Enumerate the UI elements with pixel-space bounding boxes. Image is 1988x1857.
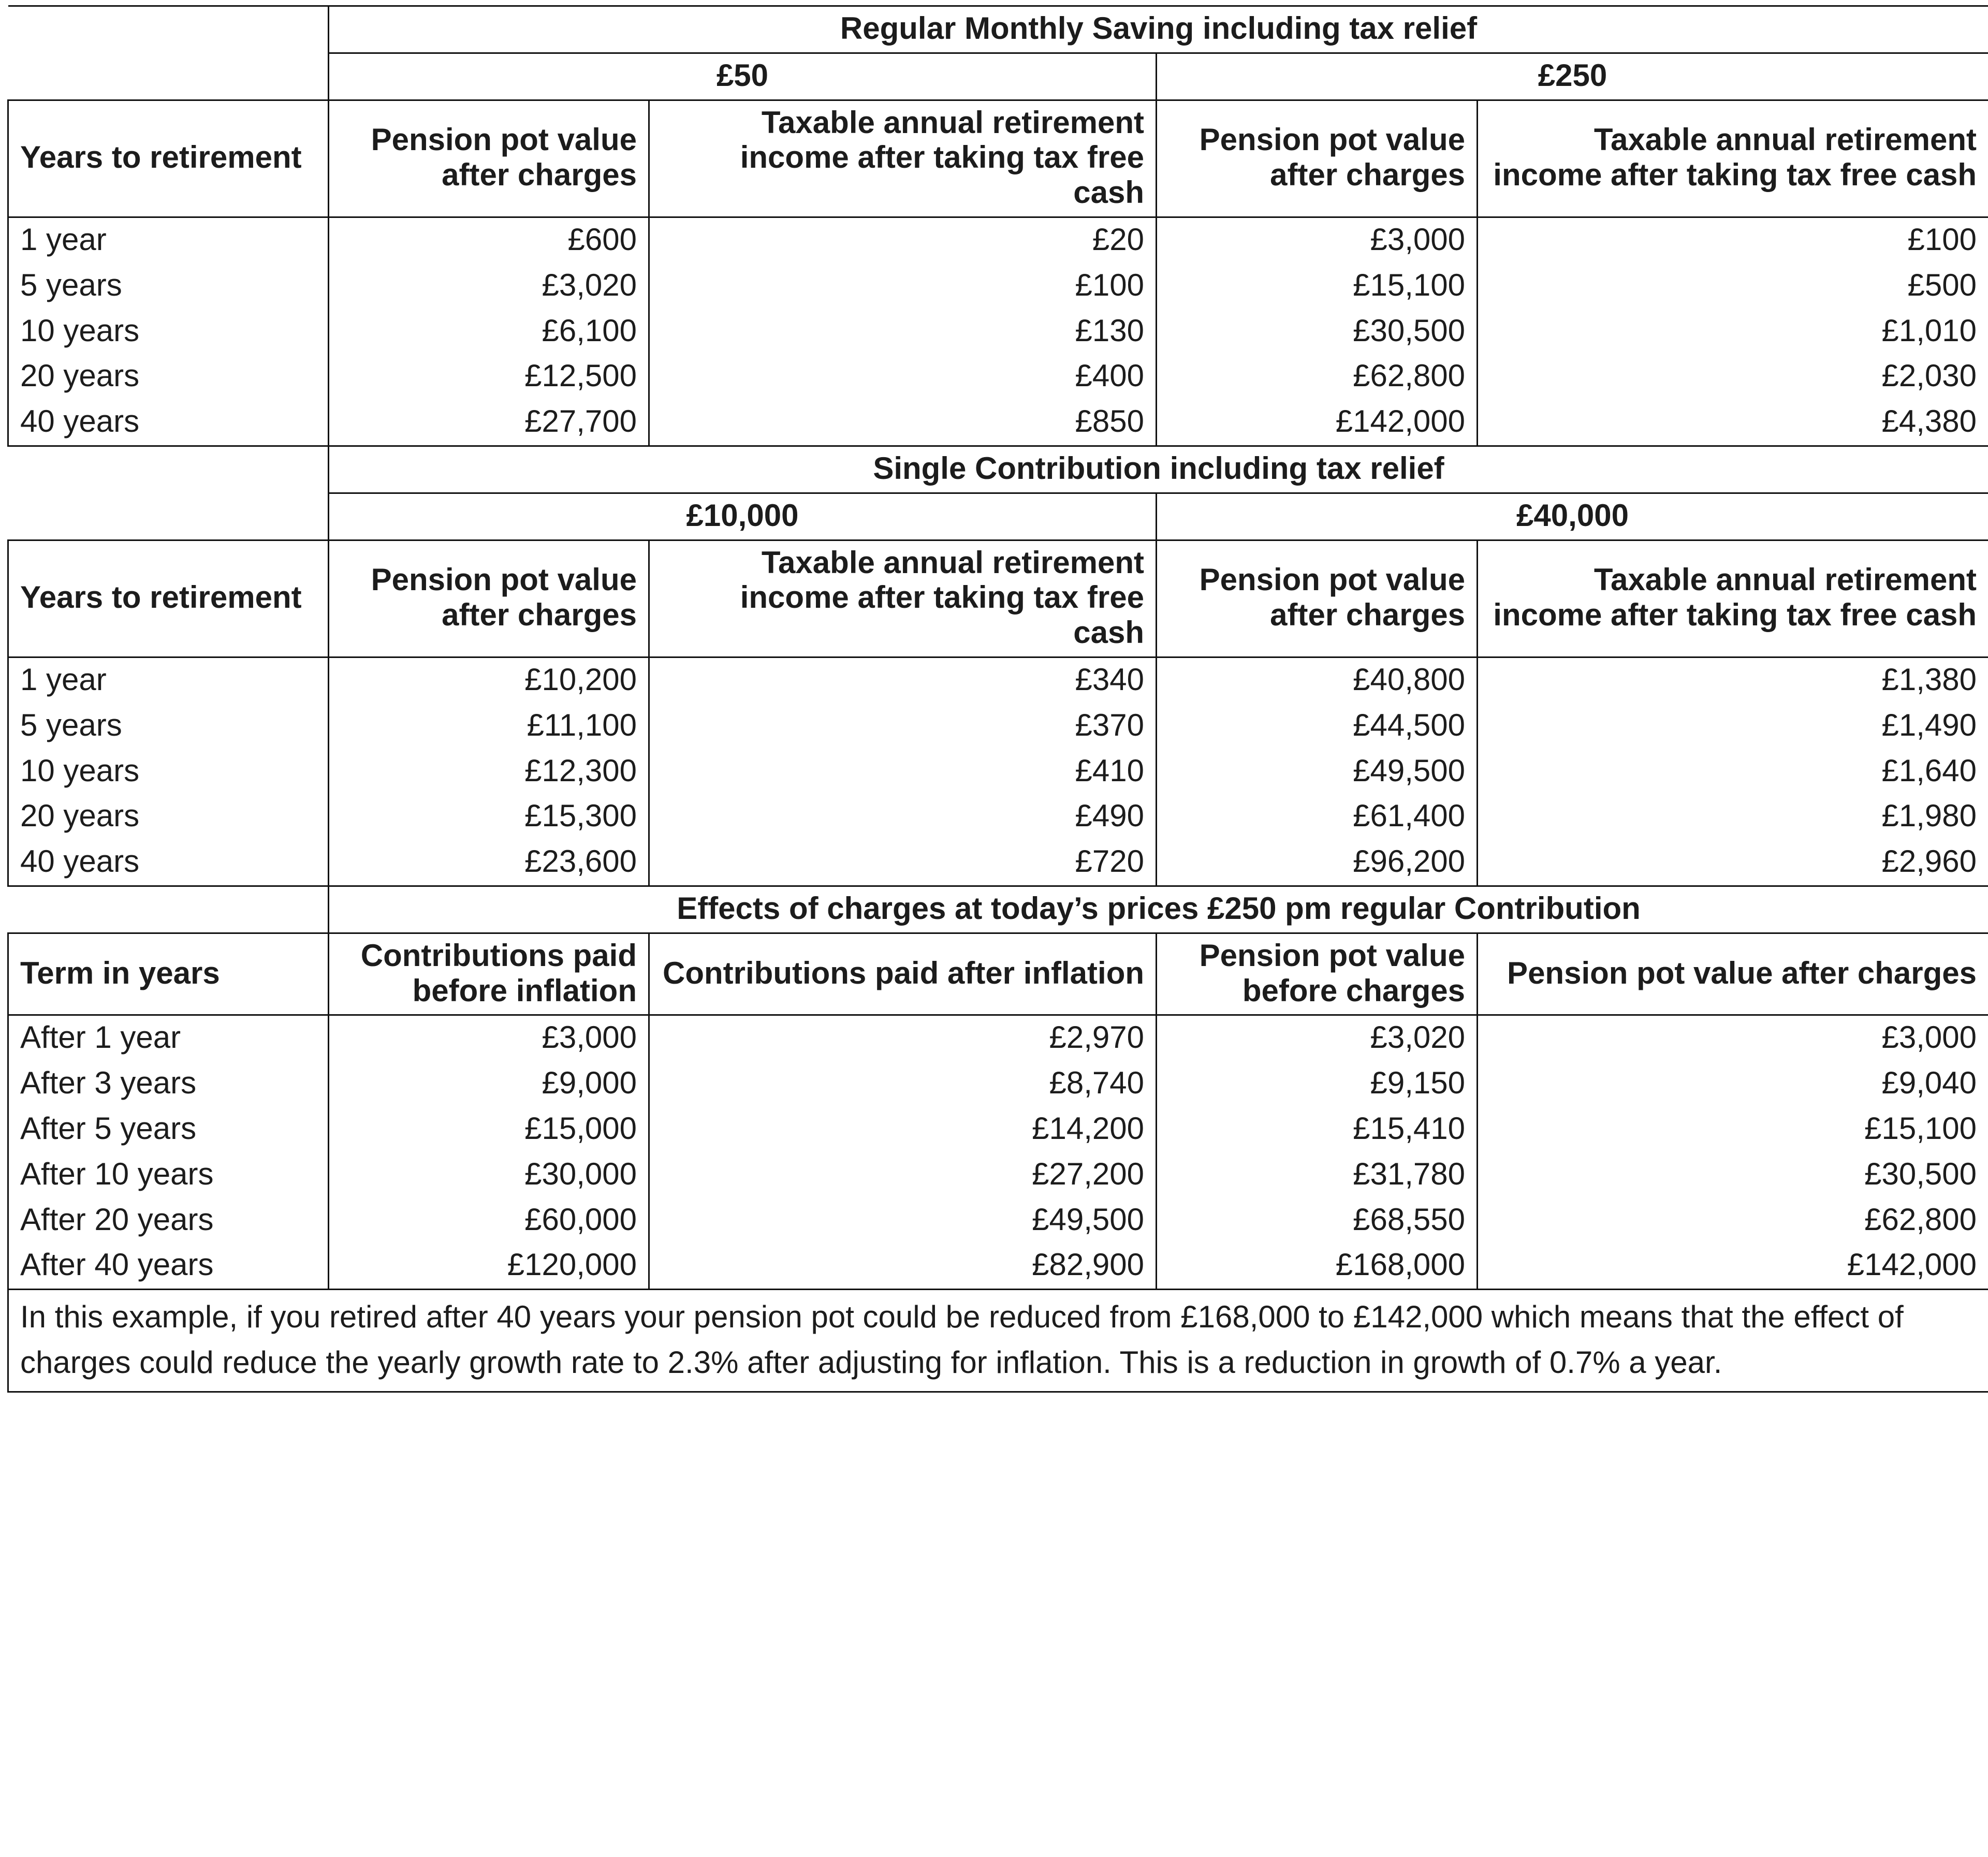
table-cell-value: £11,100: [329, 704, 649, 749]
block-amount: £250: [1157, 53, 1988, 100]
block-amount: £40,000: [1157, 493, 1988, 540]
block-title: Single Contribution including tax relief: [329, 446, 1988, 493]
column-header: Pension pot value after charges: [329, 540, 649, 657]
blank-corner-cell: [8, 6, 329, 100]
table-cell-value: £1,010: [1478, 309, 1988, 355]
table-cell-value: £12,300: [329, 749, 649, 795]
table-cell-value: £27,700: [329, 400, 649, 446]
table-cell-value: £120,000: [329, 1243, 649, 1289]
table-cell-value: £100: [1478, 217, 1988, 263]
block-title: Regular Monthly Saving including tax relief: [329, 6, 1988, 53]
table-cell-value: £340: [649, 657, 1157, 703]
table-cell-value: £6,100: [329, 309, 649, 355]
column-header-row: [8, 933, 1988, 1015]
table-row: [8, 309, 1988, 355]
row-label: After 20 years: [8, 1198, 329, 1244]
table-cell-value: £10,200: [329, 657, 649, 703]
table-cell-value: £30,000: [329, 1152, 649, 1198]
table-cell-value: £3,000: [1157, 217, 1478, 263]
table-cell-value: £8,740: [649, 1061, 1157, 1107]
table-cell-value: £30,500: [1157, 309, 1478, 355]
table-cell-value: £20: [649, 217, 1157, 263]
table-cell-value: £130: [649, 309, 1157, 355]
table-cell-value: £49,500: [1157, 749, 1478, 795]
block-title-row: [8, 886, 1988, 933]
row-label: After 10 years: [8, 1152, 329, 1198]
table-cell-value: £15,100: [1478, 1107, 1988, 1152]
pension-illustration-table: [7, 5, 1988, 1393]
table-row: [8, 264, 1988, 309]
table-cell-value: £62,800: [1478, 1198, 1988, 1244]
table-cell-value: £410: [649, 749, 1157, 795]
table-cell-value: £2,960: [1478, 840, 1988, 886]
column-header: Contributions paid after inflation: [649, 933, 1157, 1015]
table-cell-value: £23,600: [329, 840, 649, 886]
table-row: [8, 794, 1988, 840]
table-cell-value: £9,040: [1478, 1061, 1988, 1107]
table-cell-value: £61,400: [1157, 794, 1478, 840]
table-row: [8, 704, 1988, 749]
table-cell-value: £15,300: [329, 794, 649, 840]
row-label: After 40 years: [8, 1243, 329, 1289]
table-cell-value: £720: [649, 840, 1157, 886]
table-cell-value: £3,020: [1157, 1015, 1478, 1061]
table-cell-value: £30,500: [1478, 1152, 1988, 1198]
column-header: Contributions paid before inflation: [329, 933, 649, 1015]
table-cell-value: £370: [649, 704, 1157, 749]
row-label: After 1 year: [8, 1015, 329, 1061]
table-cell-value: £850: [649, 400, 1157, 446]
column-header-row: [8, 100, 1988, 217]
table-cell-value: £490: [649, 794, 1157, 840]
table-row: [8, 1061, 1988, 1107]
table-cell-value: £1,980: [1478, 794, 1988, 840]
table-row: [8, 840, 1988, 886]
table-row: [8, 1243, 1988, 1289]
table-cell-value: £9,150: [1157, 1061, 1478, 1107]
table-cell-value: £4,380: [1478, 400, 1988, 446]
row-label: 1 year: [8, 217, 329, 263]
column-header: Pension pot value after charges: [1157, 540, 1478, 657]
table-row: [8, 217, 1988, 263]
table-cell-value: £3,000: [1478, 1015, 1988, 1061]
column-header: Taxable annual retirement income after taking tax free cash: [1478, 100, 1988, 217]
row-label-header: Years to retirement: [8, 540, 329, 657]
table-cell-value: £40,800: [1157, 657, 1478, 703]
table-cell-value: £400: [649, 354, 1157, 400]
table-row: [8, 354, 1988, 400]
column-header: Taxable annual retirement income after taking tax free cash: [1478, 540, 1988, 657]
footnote-text: In this example, if you retired after 40 years your pension pot could be reduced from £168,000 to £142,000 which means that the effect of charges could reduce the yearly growth rate to 2.3% after adjusting for inflation. This is a reduction in growth of 0.7% a year.: [8, 1290, 1988, 1392]
column-header-row: [8, 540, 1988, 657]
column-header: Pension pot value after charges: [1478, 933, 1988, 1015]
table-cell-value: £82,900: [649, 1243, 1157, 1289]
row-label: 5 years: [8, 704, 329, 749]
column-header: Pension pot value before charges: [1157, 933, 1478, 1015]
row-label: After 5 years: [8, 1107, 329, 1152]
row-label: 40 years: [8, 840, 329, 886]
table-cell-value: £3,000: [329, 1015, 649, 1061]
table-cell-value: £3,020: [329, 264, 649, 309]
column-header: Pension pot value after charges: [329, 100, 649, 217]
column-header: Pension pot value after charges: [1157, 100, 1478, 217]
row-label: 1 year: [8, 657, 329, 703]
table-cell-value: £142,000: [1478, 1243, 1988, 1289]
block-title: Effects of charges at today’s prices £250 pm regular Contribution: [329, 886, 1988, 933]
row-label: 20 years: [8, 354, 329, 400]
table-cell-value: £62,800: [1157, 354, 1478, 400]
table-row: [8, 1107, 1988, 1152]
table-cell-value: £49,500: [649, 1198, 1157, 1244]
blank-corner-cell: [8, 886, 329, 933]
block-title-row: [8, 6, 1988, 53]
table-row: [8, 400, 1988, 446]
table-cell-value: £27,200: [649, 1152, 1157, 1198]
row-label: 10 years: [8, 749, 329, 795]
row-label-header: Term in years: [8, 933, 329, 1015]
table-cell-value: £12,500: [329, 354, 649, 400]
row-label: 20 years: [8, 794, 329, 840]
table-cell-value: £2,030: [1478, 354, 1988, 400]
table-cell-value: £600: [329, 217, 649, 263]
row-label: 5 years: [8, 264, 329, 309]
table-row: [8, 1198, 1988, 1244]
table-cell-value: £9,000: [329, 1061, 649, 1107]
table-cell-value: £1,490: [1478, 704, 1988, 749]
table-row: [8, 749, 1988, 795]
block-title-row: [8, 446, 1988, 493]
column-header: Taxable annual retirement income after taking tax free cash: [649, 540, 1157, 657]
block-amount: £10,000: [329, 493, 1157, 540]
blank-corner-cell: [8, 446, 329, 540]
table-cell-value: £15,410: [1157, 1107, 1478, 1152]
table-cell-value: £96,200: [1157, 840, 1478, 886]
table-cell-value: £15,100: [1157, 264, 1478, 309]
table-cell-value: £31,780: [1157, 1152, 1478, 1198]
table-row: [8, 1152, 1988, 1198]
table-row: [8, 657, 1988, 703]
table-cell-value: £500: [1478, 264, 1988, 309]
table-cell-value: £100: [649, 264, 1157, 309]
table-cell-value: £1,380: [1478, 657, 1988, 703]
table-cell-value: £15,000: [329, 1107, 649, 1152]
table-cell-value: £14,200: [649, 1107, 1157, 1152]
row-label: After 3 years: [8, 1061, 329, 1107]
table-cell-value: £142,000: [1157, 400, 1478, 446]
row-label-header: Years to retirement: [8, 100, 329, 217]
table-cell-value: £68,550: [1157, 1198, 1478, 1244]
footnote-row: [8, 1290, 1988, 1392]
row-label: 40 years: [8, 400, 329, 446]
table-cell-value: £44,500: [1157, 704, 1478, 749]
block-amount: £50: [329, 53, 1157, 100]
row-label: 10 years: [8, 309, 329, 355]
column-header: Taxable annual retirement income after taking tax free cash: [649, 100, 1157, 217]
table-cell-value: £2,970: [649, 1015, 1157, 1061]
table-row: [8, 1015, 1988, 1061]
table-cell-value: £1,640: [1478, 749, 1988, 795]
table-cell-value: £60,000: [329, 1198, 649, 1244]
table-cell-value: £168,000: [1157, 1243, 1478, 1289]
